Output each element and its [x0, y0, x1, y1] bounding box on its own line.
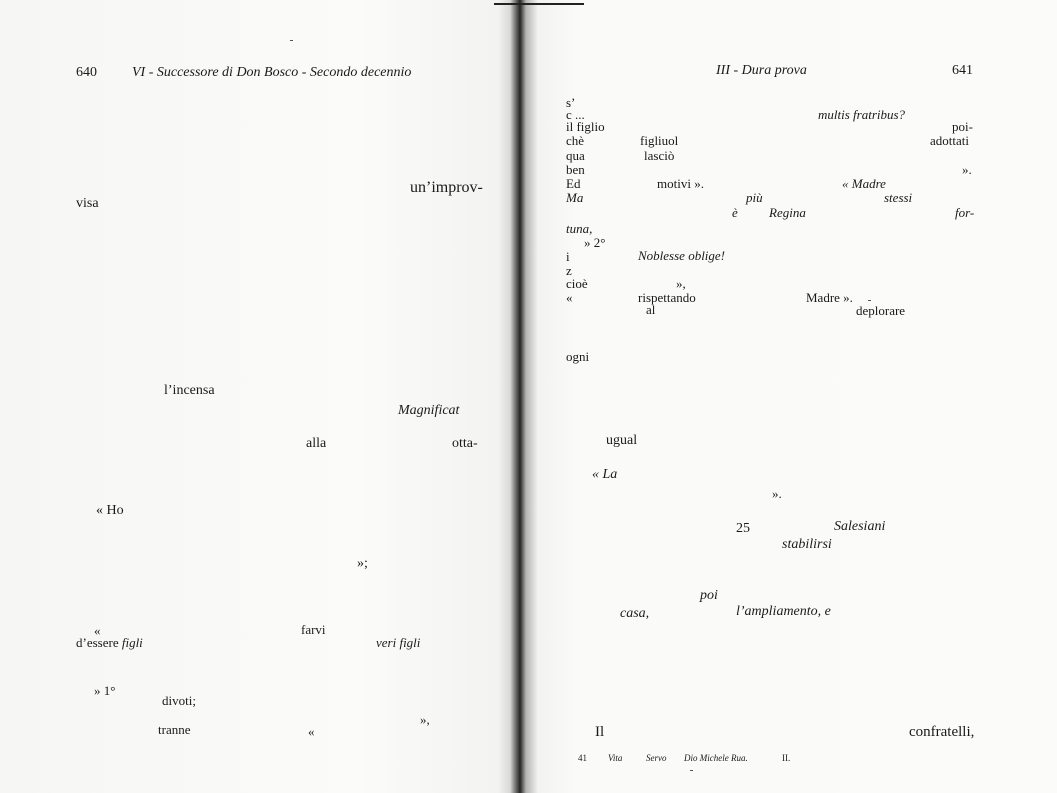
column-line: chè — [566, 133, 585, 148]
text-fragment: » 1° — [94, 683, 116, 698]
left-running-head: VI - Successore di Don Bosco - Secondo decennio — [132, 65, 412, 80]
column-line: c ... — [566, 107, 585, 122]
text-fragment: poi- — [952, 119, 973, 134]
text-fragment: è — [732, 205, 738, 220]
text-fragment: l’incensa — [164, 383, 215, 398]
text-fragment: stabilirsi — [782, 537, 832, 552]
text-fragment: Regina — [769, 205, 806, 220]
text-fragment: l’ampliamento, e — [736, 604, 831, 619]
text-fragment: d’essere figli — [76, 635, 143, 650]
left-page — [0, 0, 512, 793]
scan-speck — [290, 40, 293, 41]
text-fragment: tuna, — [566, 221, 593, 236]
text-fragment: », — [676, 276, 686, 291]
text-fragment: casa, — [620, 606, 650, 621]
text-fragment: « — [308, 724, 315, 739]
text-fragment: ». — [772, 486, 782, 501]
text-fragment: ». — [962, 162, 972, 177]
column-line: ben — [566, 162, 585, 177]
column-line: s’ — [566, 95, 576, 110]
text-fragment: adottati — [930, 133, 969, 148]
text-fragment: motivi ». — [657, 176, 704, 191]
text-fragment: deplorare — [856, 303, 906, 318]
column-line: il figlio — [566, 119, 605, 134]
footer-text: II. — [782, 753, 791, 763]
text-fragment: poi — [700, 588, 718, 603]
right-running-head: III - Dura prova — [716, 63, 807, 78]
footer-text: Dio Michele Rua. — [684, 753, 748, 763]
text-fragment: tranne — [158, 722, 191, 737]
column-line: Ma — [566, 190, 584, 205]
column-line: qua — [566, 148, 585, 163]
text-fragment: « La — [592, 467, 618, 482]
text-fragment: multis fratribus? — [818, 107, 906, 122]
scan-speck — [868, 300, 871, 301]
text-fragment: for- — [955, 205, 975, 220]
text-fragment: Magnificat — [398, 403, 460, 418]
text-fragment: ugual — [606, 433, 638, 448]
text-fragment: visa — [76, 196, 99, 211]
text-fragment: al — [646, 302, 656, 317]
text-fragment: figliuol — [640, 133, 679, 148]
text-fragment: « — [566, 290, 573, 305]
text-fragment: un’improv- — [410, 179, 483, 196]
text-fragment: alla — [306, 436, 327, 451]
text-fragment: » 2° — [584, 235, 606, 250]
text-fragment: 25 — [736, 521, 750, 536]
text-fragment: stessi — [884, 190, 913, 205]
text-fragment: »; — [357, 556, 368, 571]
footer-text: Vita — [608, 753, 623, 763]
text-fragment: ogni — [566, 349, 590, 364]
gutter-edge-line — [494, 3, 584, 5]
text-fragment: « Ho — [96, 503, 124, 518]
text-fragment: veri figli — [376, 635, 421, 650]
text-fragment: cioè — [566, 276, 588, 291]
text-fragment: « — [94, 623, 101, 638]
text-fragment: confratelli, — [909, 724, 975, 740]
right-page-number: 641 — [952, 63, 973, 78]
book-gutter — [498, 0, 538, 793]
text-fragment: farvi — [301, 622, 326, 637]
text-fragment: z — [566, 263, 572, 278]
footer-text: Servo — [646, 753, 667, 763]
left-page-number: 640 — [76, 65, 97, 80]
text-fragment: lasciò — [644, 148, 675, 163]
footer-signature: 41 — [578, 753, 587, 763]
text-fragment: i — [566, 249, 570, 264]
text-fragment: « Madre — [842, 176, 886, 191]
column-line: Ed — [566, 176, 581, 191]
text-fragment: », — [420, 712, 430, 727]
text-fragment: Madre ». — [806, 290, 853, 305]
text-fragment: Il — [595, 724, 605, 740]
text-fragment: Noblesse oblige! — [638, 248, 726, 263]
text-fragment: Salesiani — [834, 519, 886, 534]
text-fragment: otta- — [452, 436, 478, 451]
text-fragment: divoti; — [162, 693, 196, 708]
scan-speck — [690, 770, 693, 771]
text-fragment: più — [746, 190, 763, 205]
text-fragment: rispettando — [638, 290, 696, 305]
